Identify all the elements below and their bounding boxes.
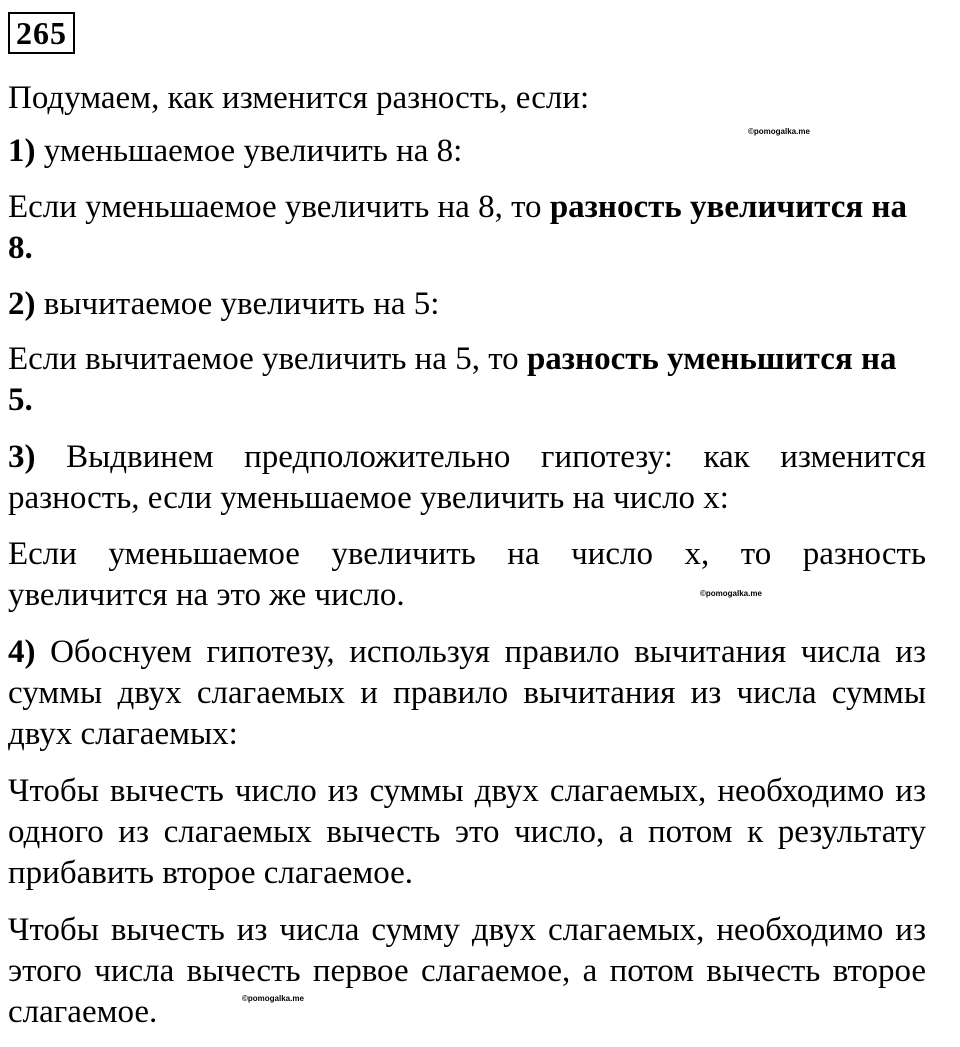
item-2-question [8, 284, 926, 325]
item-2-answer-plain: Если вычитаемое увеличить на 5, то [8, 341, 527, 377]
item-2-question-text: вычитаемое увеличить на 5: [35, 286, 440, 322]
item-3-question-text: Выдвинем предположительно гипотезу: как изменится разность, если уменьшаемое увеличить на число х: [8, 439, 926, 516]
item-1-question [8, 131, 926, 172]
item-2-answer-bold: разность уменьшится на 5. [8, 341, 897, 418]
item-2-answer [8, 339, 926, 421]
rule-subtract-sum: Чтобы вычесть из числа сумму двух слагаемых, необходимо из этого числа вычесть первое слагаемое, а потом вычесть второе слагаемое. [8, 912, 926, 1030]
item-1-answer-plain: Если уменьшаемое увеличить на 8, то [8, 189, 550, 225]
item-1-question-text: уменьшаемое увеличить на 8: [35, 133, 463, 169]
intro-text: Подумаем, как изменится разность, если: [8, 80, 590, 116]
rule-subtract-from-sum: Чтобы вычесть число из суммы двух слагаемых, необходимо из одного из слагаемых вычесть это число, а потом к результату прибавить второе слагаемое. [8, 773, 926, 891]
item-1-number: 1) [8, 133, 36, 169]
item-4-number: 4) [8, 634, 36, 670]
watermark-2: ©pomogalka.me [700, 589, 762, 598]
item-2-number: 2) [8, 286, 36, 322]
item-4-question [8, 632, 926, 755]
item-3-number: 3) [8, 439, 36, 475]
watermark-3: ©pomogalka.me [242, 994, 304, 1003]
item-3-question [8, 437, 926, 519]
task-number-box: 265 [8, 12, 75, 54]
item-1-answer-bold: разность увеличится на 8. [8, 189, 907, 266]
item-1-answer [8, 187, 926, 269]
watermark-1: ©pomogalka.me [748, 127, 810, 136]
item-4-question-text: Обоснуем гипотезу, используя правило вычитания числа из суммы двух слагаемых и правило вычитания из числа суммы двух слагаемых: [8, 634, 926, 752]
item-3-answer: Если уменьшаемое увеличить на число х, то разность увеличится на это же число. [8, 536, 926, 613]
